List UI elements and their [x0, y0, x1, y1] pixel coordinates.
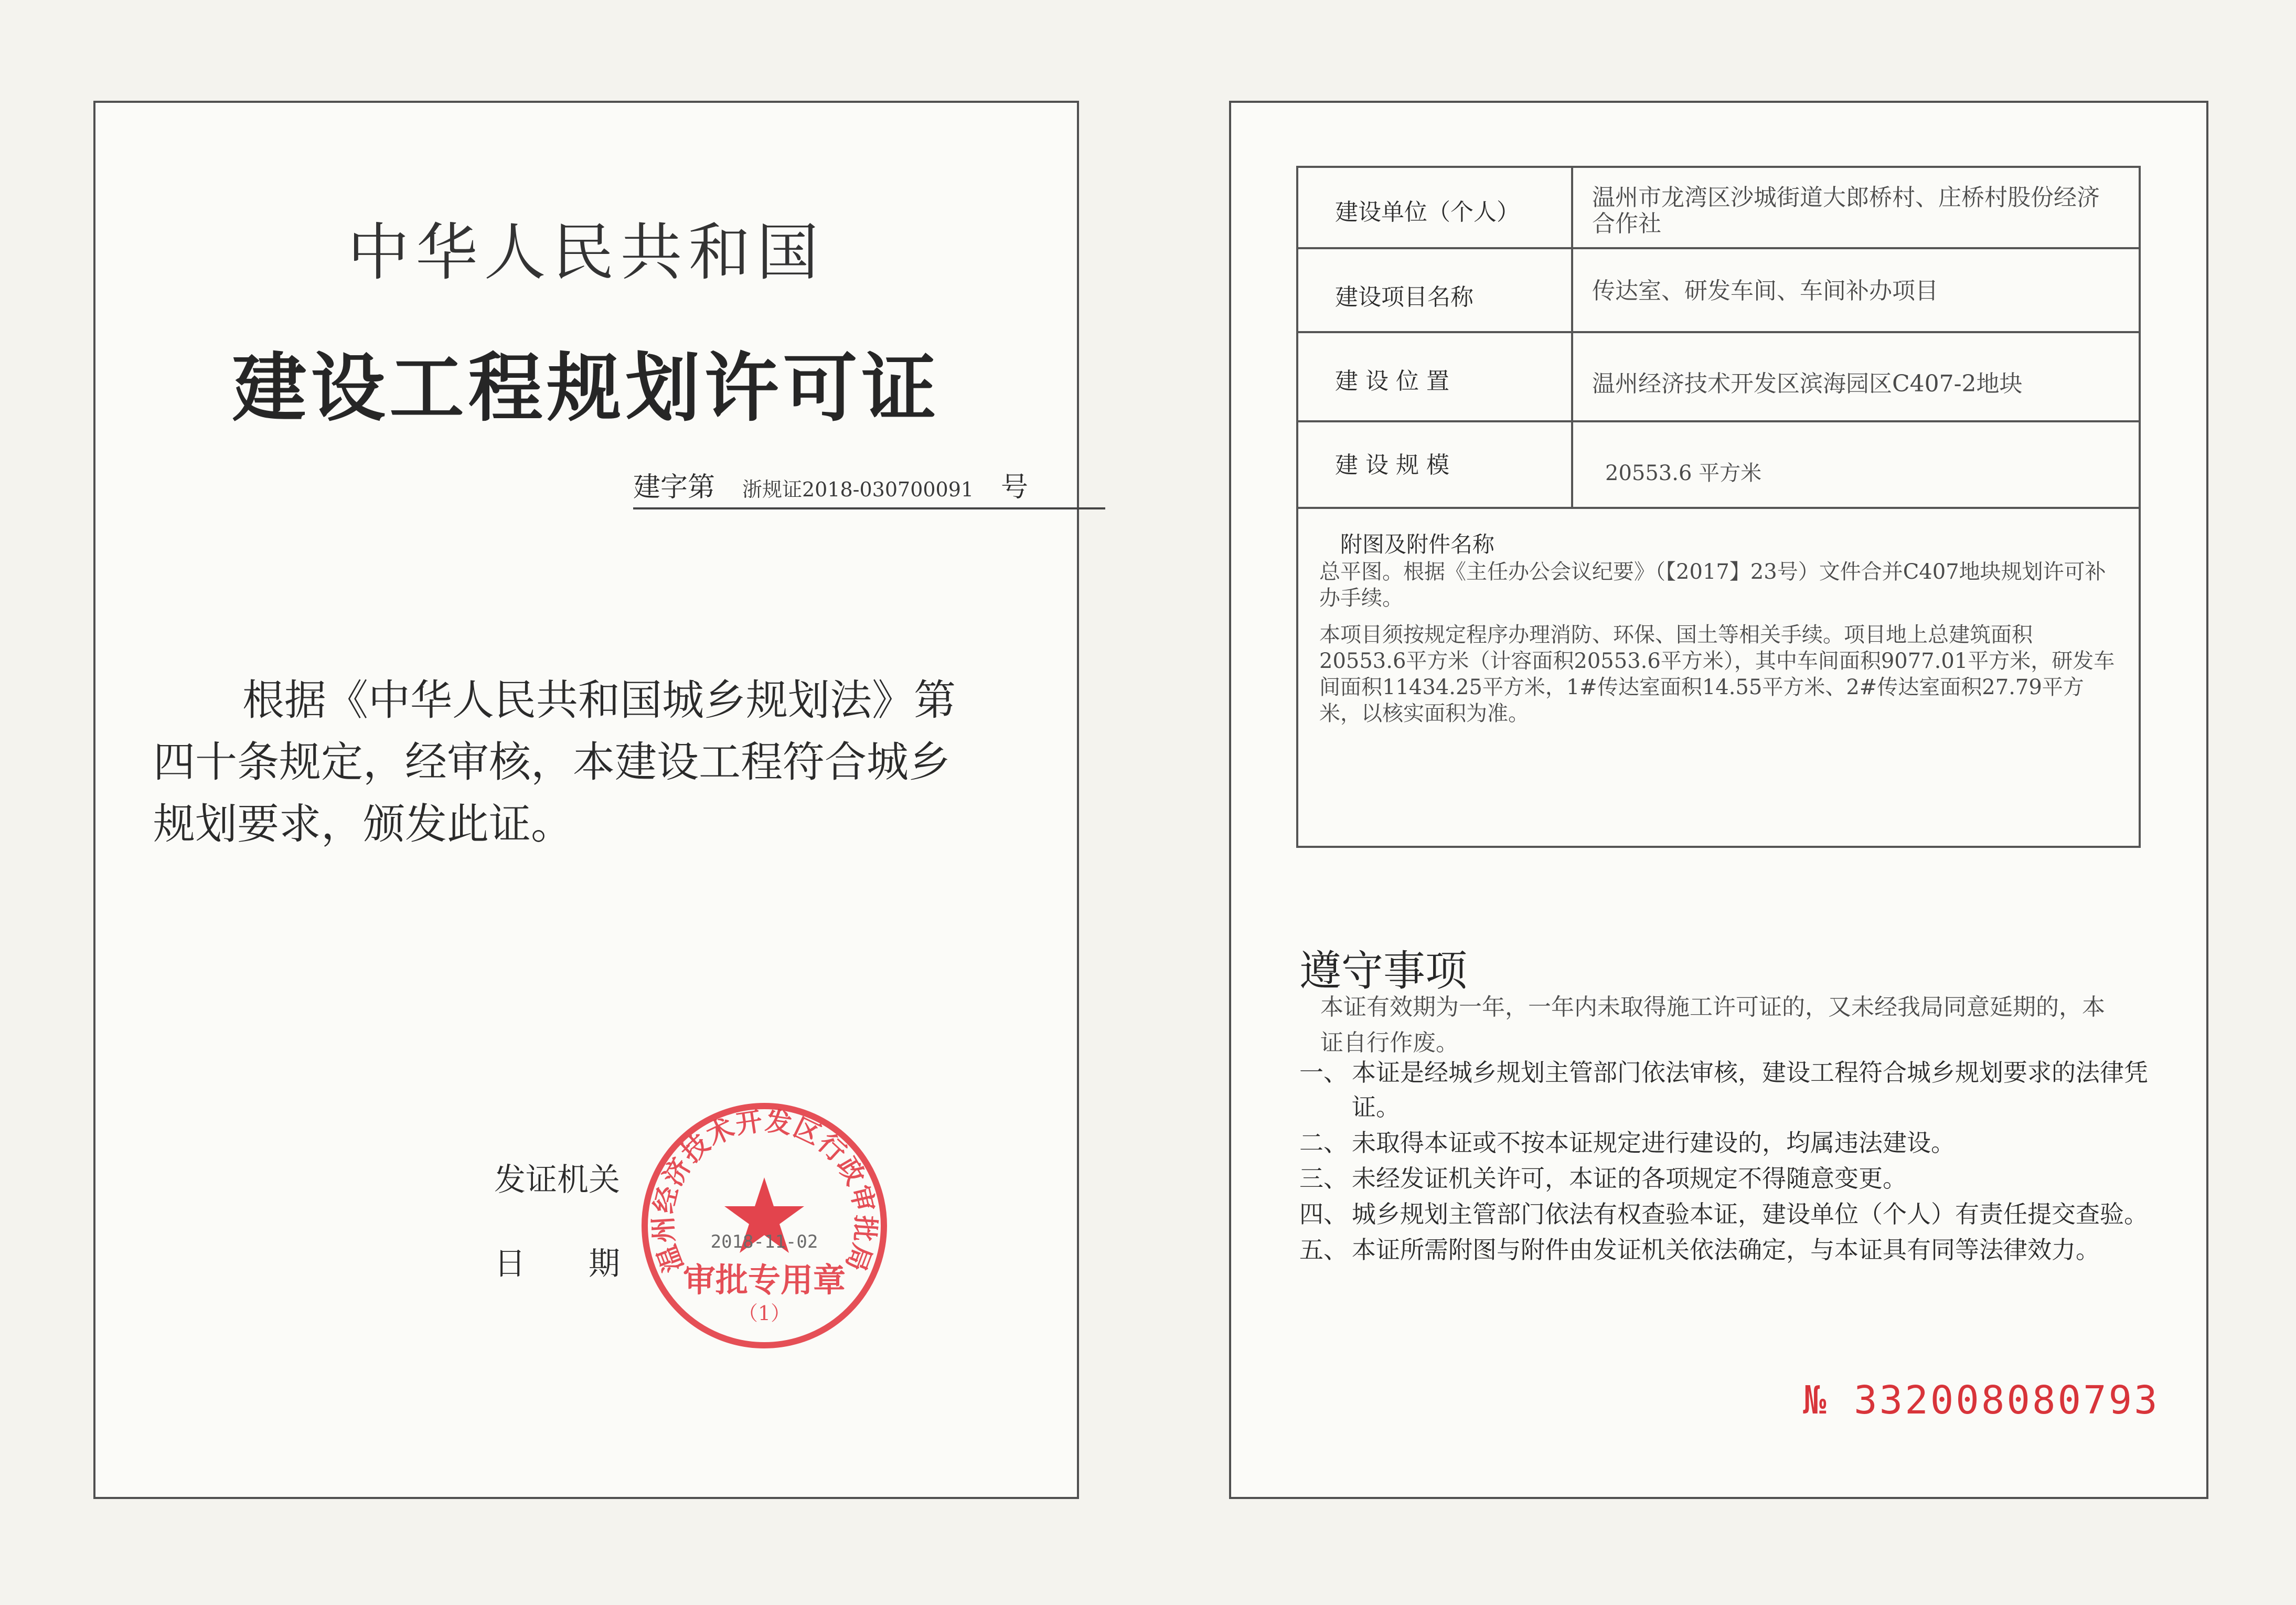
row-value: 温州市龙湾区沙城街道大郎桥村、庄桥村股份经济合作社: [1592, 184, 2100, 237]
rule-number: 五、: [1299, 1236, 1348, 1264]
rule-number: 三、: [1299, 1164, 1348, 1193]
rule-item: [1299, 1232, 2165, 1267]
certificate-title: 建设工程规划许可证: [232, 345, 941, 432]
declaration-line: 根据《中华人民共和国城乡规划法》第: [242, 676, 956, 725]
rules-list: [1299, 1055, 2165, 1268]
info-row-builder: [1298, 168, 2139, 249]
certificate-number-suffix: 号: [1001, 472, 1029, 503]
certificate-number-line: [633, 465, 1105, 509]
rules-title: 遵守事项: [1299, 947, 1467, 995]
official-seal-stamp: [638, 1100, 890, 1352]
attachments-text: 总平图。根据《主任办公会议纪要》（【2017】23号）文件合并C407地块规划许可补办手续。: [1319, 560, 2106, 610]
issue-date-label: 日 期: [494, 1246, 620, 1282]
certificate-details-page: [1229, 101, 2208, 1499]
rule-item: [1299, 1125, 2165, 1160]
rule-number: 一、: [1299, 1058, 1348, 1087]
info-row-location: [1298, 333, 2139, 422]
certificate-number: 浙规证2018-030700091: [742, 478, 974, 501]
row-label: 建设单位（个人）: [1335, 199, 1520, 226]
rule-text: 本证是经城乡规划主管部门依法审核，建设工程符合城乡规划要求的法律凭证。: [1352, 1058, 2148, 1121]
issuing-authority-label: 发证机关: [494, 1162, 620, 1198]
attachments-text: 本项目须按规定程序办理消防、环保、国土等相关手续。项目地上总建筑面积20553.6平方米（计容面积20553.6平方米），其中车间面积9077.01平方米，研发车间面积11434.25平方米，1#传达室面积14.55平方米、2#传达室面积27.79平方米，以核实面积为准。: [1319, 623, 2115, 726]
row-label: 建设项目名称: [1335, 284, 1473, 311]
seal-outer-text: 温州经济技术开发区行政审批局: [647, 1105, 882, 1277]
attachments-section: [1319, 527, 2117, 727]
row-label: 建 设 规 模: [1335, 452, 1449, 479]
seal-sub-text: （1）: [738, 1302, 791, 1325]
country-title: 中华人民共和国: [347, 216, 825, 289]
row-label: 建 设 位 置: [1335, 368, 1449, 395]
rule-text: 城乡规划主管部门依法有权查验本证，建设单位（个人）有责任提交查验。: [1352, 1200, 2148, 1228]
declaration-line: 规划要求，颁发此证。: [153, 800, 573, 848]
rule-item: [1299, 1055, 2165, 1124]
rule-text: 未经发证机关许可，本证的各项规定不得随意变更。: [1352, 1164, 1907, 1193]
serial-number: № 332008080793: [1803, 1378, 2160, 1423]
rule-text: 本证所需附图与附件由发证机关依法确定，与本证具有同等法律效力。: [1352, 1236, 2100, 1264]
certificate-cover-page: [93, 101, 1079, 1499]
row-value: 传达室、研发车间、车间补办项目: [1592, 278, 1938, 304]
row-value: 温州经济技术开发区滨海园区C407-2地块: [1592, 370, 2023, 397]
rule-text: 未取得本证或不按本证规定进行建设的，均属违法建设。: [1352, 1129, 1955, 1157]
attachments-title: 附图及附件名称: [1340, 532, 1495, 557]
certificate-number-prefix: 建字第: [633, 472, 716, 503]
rule-item: [1299, 1197, 2165, 1231]
rule-number: 二、: [1299, 1129, 1348, 1157]
seal-inner-text: 审批专用章: [682, 1261, 846, 1299]
rules-intro: 本证有效期为一年，一年内未取得施工许可证的，又未经我局同意延期的，本证自行作废。: [1320, 994, 2105, 1056]
info-row-project-name: [1298, 249, 2139, 333]
rule-item: [1299, 1161, 2165, 1196]
rule-number: 四、: [1299, 1200, 1348, 1228]
row-value: 20553.6 平方米: [1605, 461, 1762, 485]
declaration-line: 四十条规定，经审核，本建设工程符合城乡: [153, 738, 951, 786]
seal-date: 2018-11-02: [710, 1231, 818, 1252]
declaration-text: [153, 669, 1040, 855]
info-row-scale: [1298, 422, 2139, 509]
project-info-table: [1296, 166, 2141, 848]
